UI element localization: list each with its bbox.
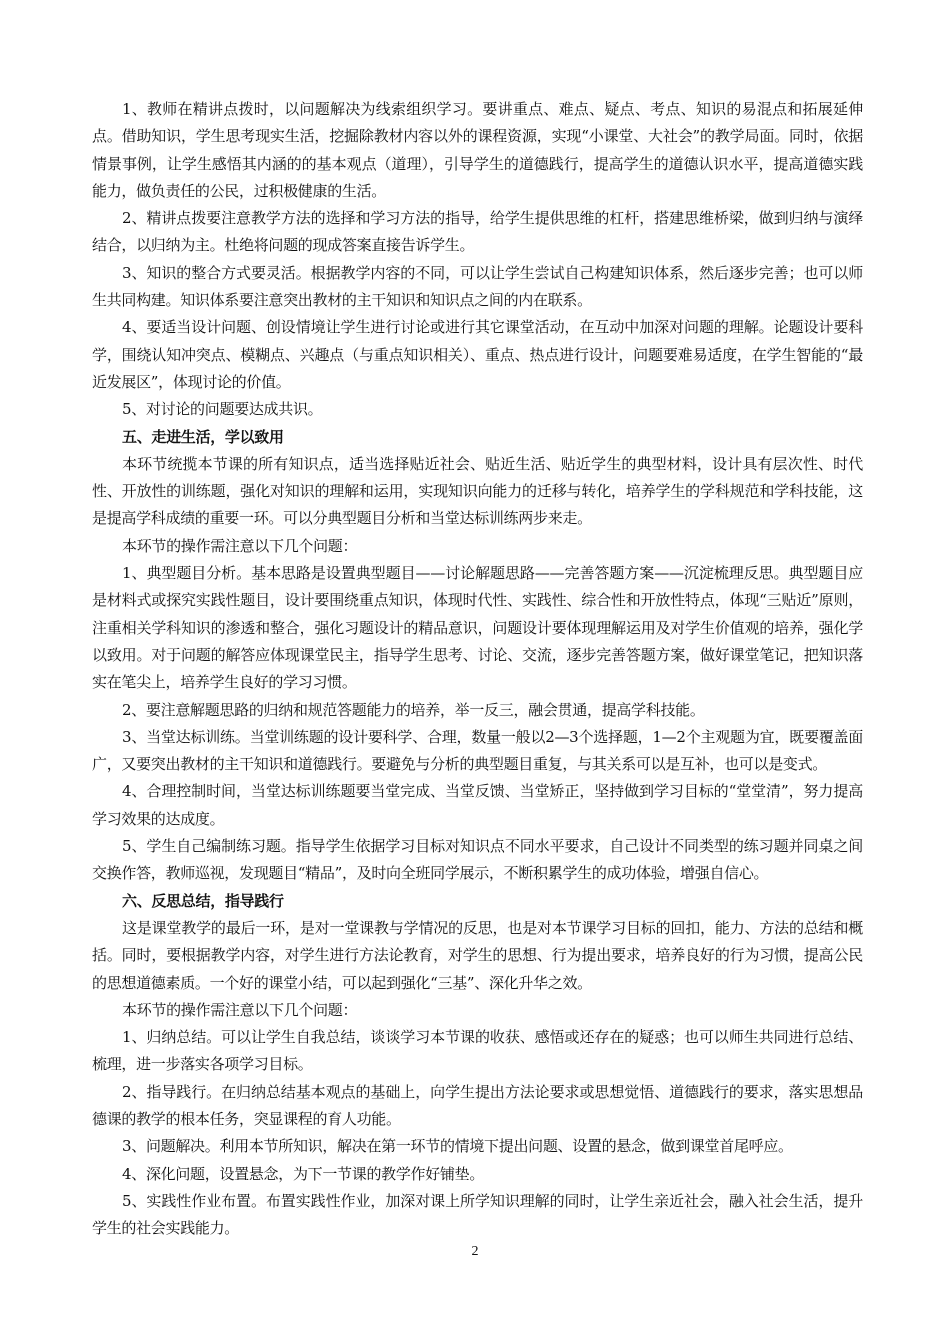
paragraph: 5、实践性作业布置。布置实践性作业，加深对课上所学知识理解的同时，让学生亲近社会，融入社会生活，提升学生的社会实践能力。 (92, 1191, 863, 1238)
paragraph: 1、归纳总结。可以让学生自我总结，谈谈学习本节课的收获、感悟或还存在的疑惑；也可以师生共同进行总结、梳理，进一步落实各项学习目标。 (92, 1028, 863, 1074)
paragraph: 3、问题解决。利用本节所知识，解决在第一环节的情境下提出问题、设置的悬念，做到课堂首尾呼应。 (122, 1137, 793, 1156)
paragraph: 3、当堂达标训练。当堂训练题的设计要科学、合理，数量一般以2—3个选择题，1—2个主观题为宜，既要覆盖面广，又要突出教材的主干知识和道德践行。要避免与分析的典型题目重复，与其关系可以是互补，也可以是变式。 (92, 727, 863, 774)
paragraph: 本环节的操作需注意以下几个问题： (122, 536, 358, 555)
paragraph: 这是课堂教学的最后一环，是对一堂课教与学情况的反思，也是对本节课学习目标的回扣，能力、方法的总结和概括。同时，要根据教学内容，对学生进行方法论教育，对学生的思想、行为提出要求，培养良好的行为习惯，提高公民的思想道德素质。一个好的课堂小结，可以起到强化“三基”、深化升华之效。 (92, 918, 863, 992)
paragraph: 5、对讨论的问题要达成共识。 (122, 400, 323, 419)
document-body (92, 96, 863, 1242)
section-heading: 五、走进生活，学以致用 (122, 427, 284, 446)
paragraph: 1、典型题目分析。基本思路是设置典型题目——讨论解题思路——完善答题方案——沉淀梳理反思。典型题目应是材料式或探究实践性题目，设计要围绕重点知识，体现时代性、实践性、综合性和开放性特点，体现“三贴近”原则，注重相关学科知识的渗透和整合，强化习题设计的精品意识，问题设计要体现理解运用及对学生价值观的培养，强化学以致用。对于问题的解答应体现课堂民主，指导学生思考、讨论、交流，逐步完善答题方案，做好课堂笔记，把知识落实在笔尖上，培养学生良好的学习习惯。 (92, 564, 863, 692)
paragraph: 5、学生自己编制练习题。指导学生依据学习目标对知识点不同水平要求，自己设计不同类型的练习题并同桌之间交换作答，教师巡视，发现题目“精品”，及时向全班同学展示，不断积累学生的成功体验，增强自信心。 (92, 837, 863, 883)
paragraph: 2、精讲点拨要注意教学方法的选择和学习方法的指导，给学生提供思维的杠杆，搭建思维桥梁，做到归纳与演绎结合，以归纳为主。杜绝将问题的现成答案直接告诉学生。 (92, 209, 863, 255)
paragraph: 本环节的操作需注意以下几个问题： (122, 1000, 358, 1019)
paragraph: 2、指导践行。在归纳总结基本观点的基础上，向学生提出方法论要求或思想觉悟、道德践行的要求，落实思想品德课的教学的根本任务，突显课程的育人功能。 (92, 1082, 863, 1128)
paragraph: 4、合理控制时间，当堂达标训练题要当堂完成、当堂反馈、当堂矫正，坚持做到学习目标的“堂堂清”，努力提高学习效果的达成度。 (92, 782, 863, 828)
page-number: 2 (471, 1244, 479, 1259)
paragraph: 2、要注意解题思路的归纳和规范答题能力的培养，举一反三，融会贯通，提高学科技能。 (122, 700, 705, 719)
paragraph: 本环节统揽本节课的所有知识点，适当选择贴近社会、贴近生活、贴近学生的典型材料，设计具有层次性、时代性、开放性的训练题，强化对知识的理解和运用，实现知识向能力的迁移与转化，培养学生的学科规范和学科技能，这是提高学科成绩的重要一环。可以分典型题目分析和当堂达标训练两步来走。 (92, 454, 863, 528)
paragraph: 3、知识的整合方式要灵活。根据教学内容的不同，可以让学生尝试自己构建知识体系，然后逐步完善；也可以师生共同构建。知识体系要注意突出教材的主干知识和知识点之间的内在联系。 (92, 263, 863, 310)
paragraph: 4、深化问题，设置悬念，为下一节课的教学作好铺垫。 (122, 1164, 485, 1183)
section-heading: 六、反思总结，指导践行 (122, 891, 284, 910)
paragraph: 4、要适当设计问题、创设情境让学生进行讨论或进行其它课堂活动，在互动中加深对问题的理解。论题设计要科学，围绕认知冲突点、模糊点、兴趣点（与重点知识相关）、重点、热点进行设计，问题要难易适度，在学生智能的“最近发展区”，体现讨论的价值。 (92, 318, 863, 391)
paragraph: 1、教师在精讲点拨时，以问题解决为线索组织学习。要讲重点、难点、疑点、考点、知识的易混点和拓展延伸点。借助知识，学生思考现实生活，挖掘除教材内容以外的课程资源，实现“小课堂、大社会”的教学局面。同时，依据情景事例，让学生感悟其内涵的的基本观点（道理），引导学生的道德践行，提高学生的道德认识水平，提高道德实践能力，做负责任的公民，过积极健康的生活。 (92, 100, 863, 200)
